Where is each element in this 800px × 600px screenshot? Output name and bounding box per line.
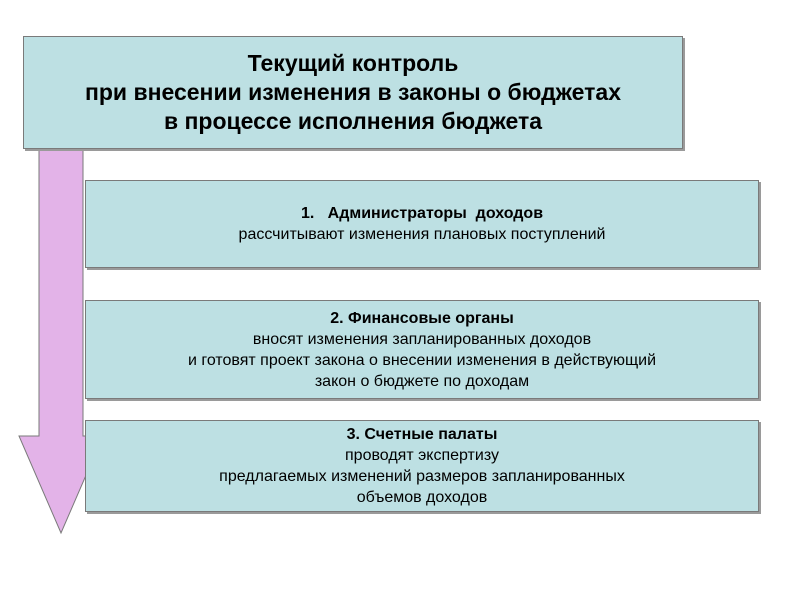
step-3-line-1: проводят экспертизу (345, 447, 499, 464)
step-box-financial-bodies (85, 300, 759, 399)
step-3-line-3: объемов доходов (356, 489, 488, 506)
step-2-heading: 2. Финансовые органы (330, 309, 514, 327)
step-box-audit-chambers (85, 420, 759, 512)
title-line-2: при внесении изменения в законы о бюджетах (84, 79, 622, 105)
step-2-line-3: закон о бюджете по доходам (314, 372, 530, 390)
title-line-1: Текущий контроль (247, 50, 459, 76)
title-box (23, 36, 683, 149)
step-2-line-2: и готовят проект закона о внесении изменения в действующий (187, 351, 657, 369)
title-line-3: в процессе исполнения бюджета (163, 108, 543, 134)
step-1-heading: 1. Администраторы доходов (300, 205, 544, 222)
step-3-heading: 3. Счетные палаты (346, 426, 498, 443)
step-3-line-2: предлагаемых изменений размеров запланированных (219, 468, 625, 485)
step-box-revenue-administrators (85, 180, 759, 268)
step-1-line-1: рассчитывают изменения плановых поступлений (238, 226, 606, 243)
step-2-line-1: вносят изменения запланированных доходов (252, 330, 592, 348)
